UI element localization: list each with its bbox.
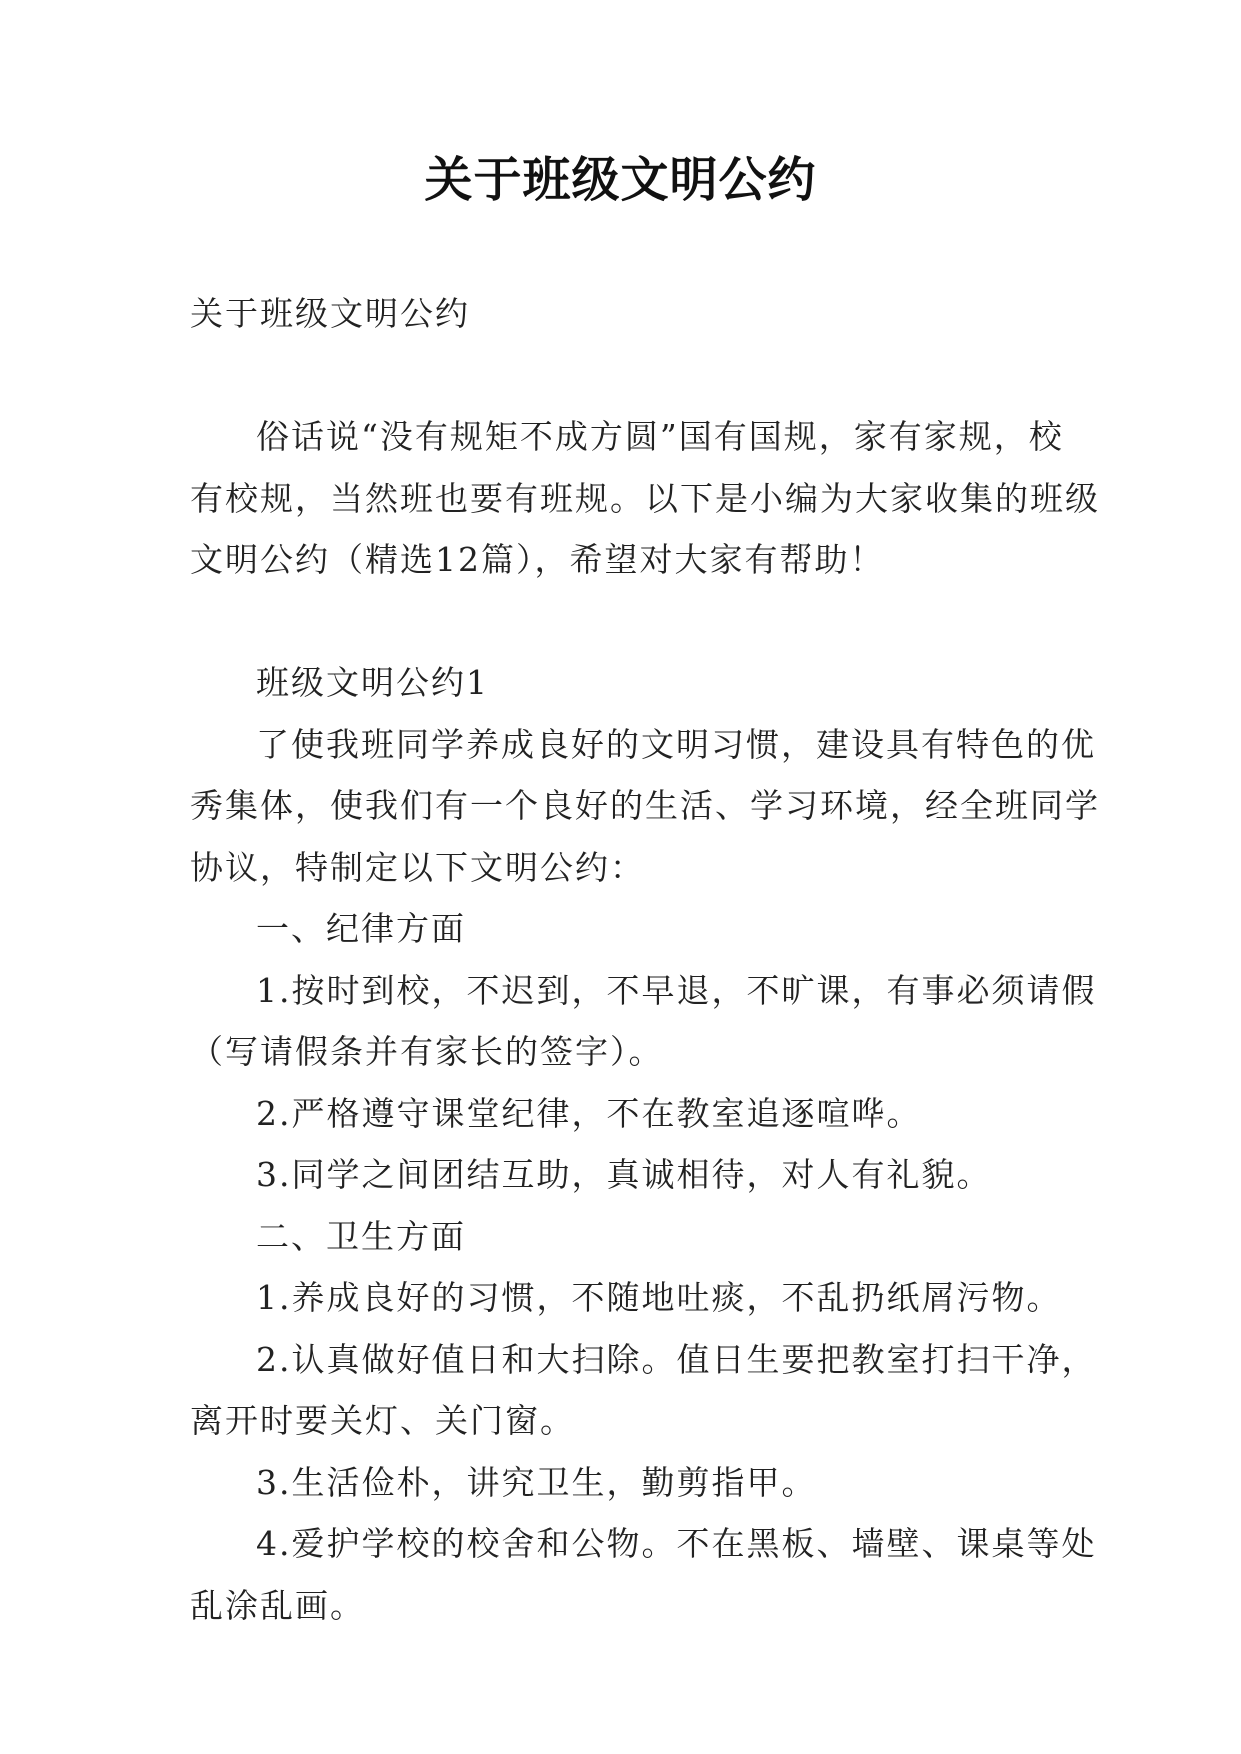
blank-line — [190, 591, 1056, 653]
list-item-line: 1.按时到校，不迟到，不早退，不旷课，有事必须请假 — [256, 970, 1097, 1010]
document-title: 关于班级文明公约 — [424, 152, 817, 208]
list-item-line: 2.严格遵守课堂纪律，不在教室追逐喧哗。 — [256, 1093, 922, 1133]
list-item-line: 3.生活俭朴，讲究卫生，勤剪指甲。 — [256, 1462, 817, 1502]
list-item-line: 2.认真做好值日和大扫除。值日生要把教室打扫干净， — [256, 1339, 1097, 1379]
intro-paragraph-line: 俗话说“没有规矩不成方圆”国有国规，家有家规，校 — [256, 417, 1064, 456]
document-body — [190, 283, 1100, 1636]
subtitle-line: 关于班级文明公约 — [190, 294, 470, 333]
list-item-line: 1.养成良好的习惯，不随地吐痰，不乱扔纸屑污物。 — [256, 1278, 1062, 1317]
paragraph-line: 秀集体，使我们有一个良好的生活、学习环境，经全班同学 — [190, 786, 1100, 825]
subsection-heading: 二、卫生方面 — [256, 1216, 466, 1256]
paragraph-line: 了使我班同学养成良好的文明习惯，建设具有特色的优 — [256, 724, 1096, 764]
list-item-line: 离开时要关灯、关门窗。 — [190, 1401, 575, 1440]
blank-line — [190, 345, 1056, 407]
list-item-line: 乱涂乱画。 — [190, 1585, 365, 1625]
section-heading: 班级文明公约1 — [256, 663, 489, 702]
paragraph-line: 协议，特制定以下文明公约： — [190, 847, 645, 887]
list-item-line: （写请假条并有家长的签字）。 — [190, 1032, 664, 1071]
list-item-line: 4.爱护学校的校舍和公物。不在黑板、墙壁、课桌等处 — [256, 1524, 1097, 1563]
subsection-heading: 一、纪律方面 — [256, 909, 466, 948]
list-item-line: 3.同学之间团结互助，真诚相待，对人有礼貌。 — [256, 1155, 992, 1194]
intro-paragraph-line: 文明公约（精选12篇），希望对大家有帮助！ — [190, 540, 885, 579]
intro-paragraph-line: 有校规，当然班也要有班规。以下是小编为大家收集的班级 — [190, 478, 1100, 518]
